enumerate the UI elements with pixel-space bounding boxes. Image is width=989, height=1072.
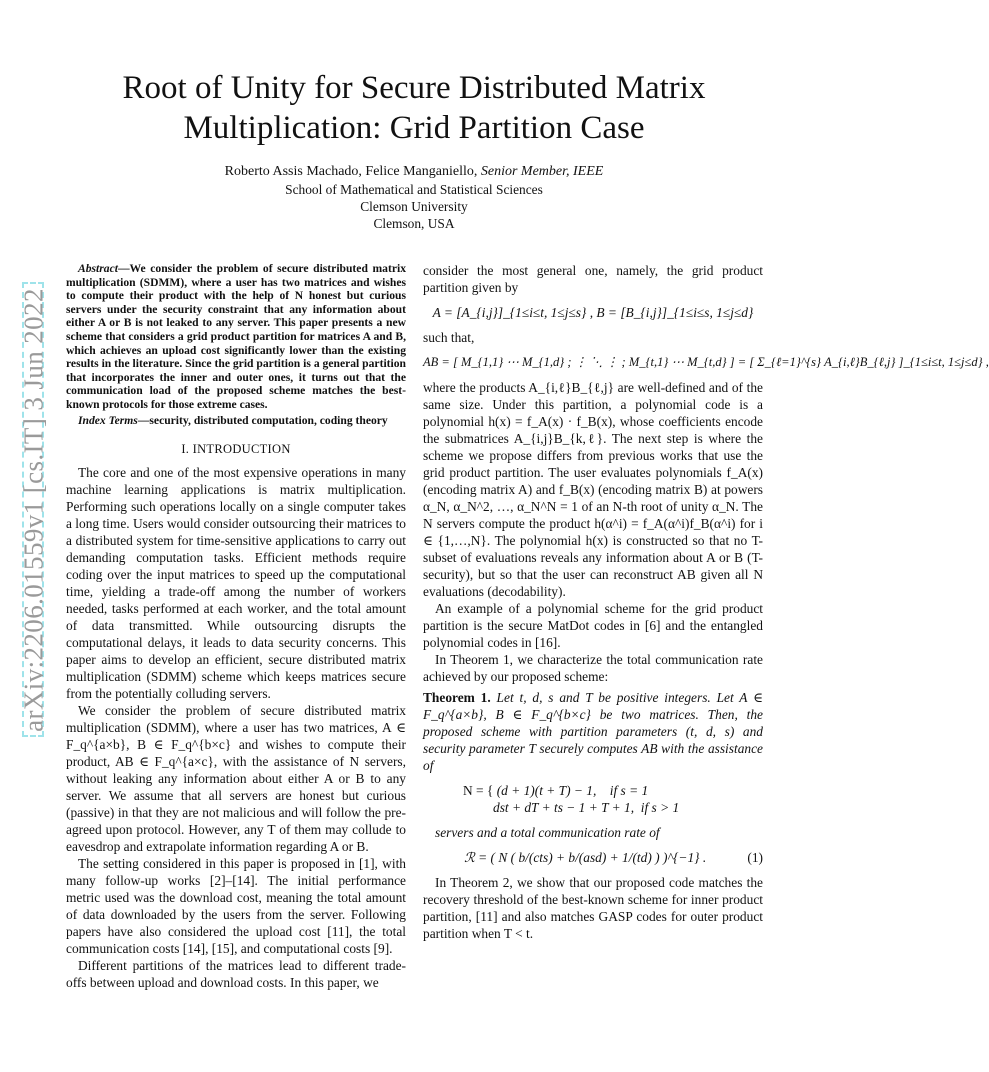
- affiliation-city: Clemson, USA: [373, 216, 455, 231]
- servers-case-2-cond: if s > 1: [640, 800, 680, 815]
- left-column: [66, 262, 406, 991]
- affiliation-school: School of Mathematical and Statistical Sciences: [285, 182, 543, 197]
- theorem-statement: Let t, d, s and T be positive integers. Let A ∈ F_q^{a×b}, B ∈ F_q^{b×c} be two matrices. Then, the proposed scheme with partition parameters (t, d, s) and security parameter T securely computes AB with the assistance of: [423, 690, 763, 773]
- servers-case-2: dst + dT + ts − 1 + T + 1,: [493, 800, 635, 815]
- rate-formula: ℛ = ( N ( b/(cts) + b/(asd) + 1/(td) ) )^{−1} .: [464, 850, 707, 865]
- right-column: [423, 262, 989, 942]
- servers-case-1: (d + 1)(t + T) − 1,: [496, 783, 597, 798]
- arxiv-identifier-text: arXiv:2206.01559v1 [cs.IT] 3 Jun 2022: [18, 288, 49, 732]
- theorem-1: [423, 689, 763, 774]
- index-terms-body: —security, distributed computation, coding theory: [137, 413, 388, 427]
- equation-servers: N = { (d + 1)(t + T) − 1, if s = 1 dst + dT + ts − 1 + T + 1, if s > 1: [463, 783, 680, 815]
- paper-title: Root of Unity for Secure Distributed Matrix Multiplication: Grid Partition Case: [122, 70, 706, 146]
- theorem-label: Theorem 1.: [423, 690, 491, 705]
- right-paragraph-2: An example of a polynomial scheme for the grid product partition is the secure MatDot codes in [6] and the entangled polynomial codes in [16].: [423, 601, 763, 650]
- author-line: [70, 163, 758, 181]
- abstract-body: —We consider the problem of secure distributed matrix multiplication (SDMM), where a user has two matrices and wishes to compute their product with the help of N honest but curious servers under the security constraint that any information about either A or B is not leaked to any server. This paper presents a new scheme that considers a grid product partition for matrices A and B, which achieves an upload cost significantly lower than the existing results in the literature. Since the grid partition is a general partition that incorporates the inner and outer ones, it turns out that the communication load of the proposed scheme matches the best-known protocols for those extreme cases.: [66, 262, 406, 411]
- right-paragraph-3: In Theorem 1, we characterize the total communication rate achieved by our proposed scheme:: [423, 652, 763, 684]
- right-paragraph-1: where the products A_{i,ℓ}B_{ℓ,j} are well-defined and of the same size. Under this partition, a polynomial code is a polynomial h(x) = f_A(x) · f_B(x), whose coefficients encode the submatrices A_{i,j}B_{k,ℓ}. The next step is where the scheme we propose differs from previous works that use the grid product partition. The user evaluates polynomials f_A(x) (encoding matrix A) and f_B(x) (encoding matrix B) at powers α_N, α_N^2, …, α_N^N = 1 of an N-th root of unity α_N. The N servers compute the product h(α^i) = f_A(α^i)f_B(α^i) for i ∈ {1,…,N}. The polynomial h(x) is constructed so that no T-subset of evaluations reveals any information about A or B (T-security), but so that the user can reconstruct AB given all N evaluations (decodability).: [423, 380, 763, 599]
- index-terms-lead: Index Terms: [78, 413, 138, 427]
- intro-paragraph-2: We consider the problem of secure distributed matrix multiplication (SDMM), where a user has two matrices, A ∈ F_q^{a×b}, B ∈ F_q^{b×c} and wishes to compute their product, AB ∈ F_q^{a×c}, with the assistance of N servers, without leaking any information about either A or B to any server. We assume that all servers are honest but curious (passive) in that they are not malicious and will follow the pre-agreed upon protocol. However, any T of them may collude to eavesdrop and extrapolate information regarding A or B.: [66, 703, 406, 855]
- equation-product: AB = [ M_{1,1} ⋯ M_{1,d} ; ⋮ ⋱ ⋮ ; M_{t,1} ⋯ M_{t,d} ] = [ Σ_{ℓ=1}^{s} A_{i,ℓ}B_{ℓ,j} ]_{1≤i≤t, 1≤j≤d} ,: [423, 355, 989, 369]
- affiliation-block: [70, 181, 758, 232]
- equation-number: (1): [747, 850, 763, 865]
- equation-rate: [423, 849, 763, 866]
- such-that-text: such that,: [423, 330, 475, 345]
- equation-partition: A = [A_{i,j}]_{1≤i≤t, 1≤j≤s} , B = [B_{i,j}]_{1≤i≤s, 1≤j≤d}: [432, 305, 754, 320]
- intro-paragraph-4: Different partitions of the matrices lead to different trade-offs between upload and download costs. In this paper, we: [66, 958, 406, 991]
- intro-paragraph-1: The core and one of the most expensive operations in many machine learning applications is matrix multiplication. Performing such operations locally on a single computer takes a long time. Users would consider outsourcing their matrices to a distributed system for time-sensitive applications to carry out demanding computation tasks. Efficient methods require coding over the input matrices to speed up the computational time, yielding a trade-off among the number of workers needed, tasks performed at each worker, and the total amount of data transmitted. While outsourcing disrupts the computational delays, it leads to data security concerns. This paper aims to develop an efficient, secure distributed matrix multiplication (SDMM) scheme which keeps matrices secure from the potentially colluding servers.: [66, 465, 406, 702]
- servers-case-1-cond: if s = 1: [609, 783, 649, 798]
- intro-paragraph-3: The setting considered in this paper is proposed in [1], with many follow-up works [2]–[14]. The initial performance metric used was the download cost, meaning the total amount of data downloaded by the users from the server. Following papers have also considered the upload cost [11], the total communication costs [14], [15], and computational costs [9].: [66, 856, 406, 957]
- index-terms: [66, 414, 406, 428]
- abstract: [66, 262, 406, 412]
- right-final-paragraph: In Theorem 2, we show that our proposed code matches the recovery threshold of the best-known scheme for inner product partition, [11] and also matches GASP codes for outer product partition when T < t.: [423, 875, 763, 941]
- right-intro: consider the most general one, namely, the grid product partition given by: [423, 263, 763, 295]
- affiliation-university: Clemson University: [360, 199, 468, 214]
- author-names: Roberto Assis Machado, Felice Manganiello,: [224, 164, 478, 179]
- abstract-lead: Abstract: [78, 262, 118, 275]
- section-heading-introduction: I. INTRODUCTION: [181, 442, 291, 457]
- theorem-tail: servers and a total communication rate of: [435, 825, 660, 840]
- author-role: Senior Member, IEEE: [480, 164, 604, 179]
- arxiv-identifier[interactable]: [14, 280, 54, 740]
